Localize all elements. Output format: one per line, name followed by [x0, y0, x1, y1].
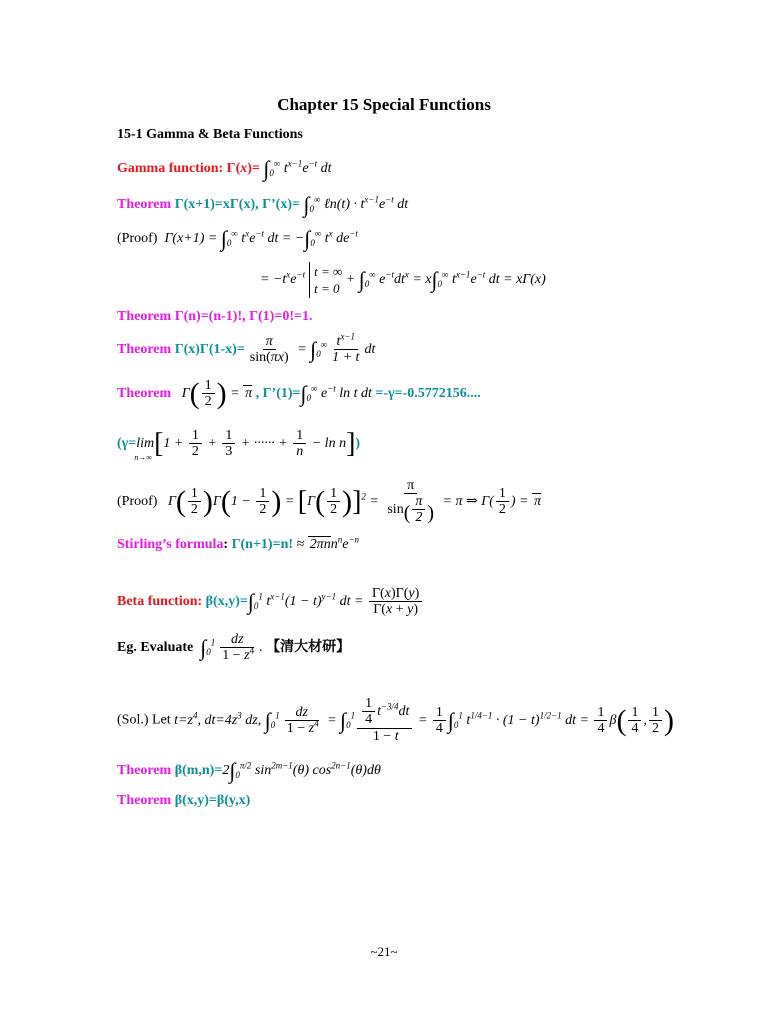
theorem-label: Theorem: [117, 197, 172, 212]
theorem-beta-trig: [117, 758, 381, 783]
euler-constant-definition: [117, 428, 361, 463]
theorem-label: Theorem: [117, 342, 172, 358]
example-integral: $\int_0^1$ $\frac{dz}{1 - z^4}$: [200, 632, 255, 663]
gamma-definition: [117, 156, 332, 181]
stirling-label: Stirling’s formula: [117, 537, 224, 552]
euler-constant-limit: lim n→∞ [1 + $\frac{1}{2}$ + $\frac{1}{3}$ + ······ + $\frac{1}{n}$ − ln n]: [134, 428, 356, 463]
example-evaluate: [117, 632, 350, 664]
proof-recurrence-formula: $\Gamma(x+1) = \int_0^\infty$ $t^xe^{-t}$ dt = $-\int_0^\infty$ $t^x$ $de^{-t}$: [160, 226, 358, 251]
theorem-label: Theorem: [117, 793, 172, 808]
proof-recurrence-line1: [117, 226, 358, 251]
gamma-derivative-integral: $\int_0^\infty$ $e^{-t}$ ln t dt: [300, 381, 372, 407]
stirling-colon: :: [223, 537, 229, 552]
euler-constant-suffix: ): [355, 436, 361, 452]
beta-definition: [117, 586, 424, 618]
beta-label: Beta function:: [117, 594, 203, 610]
theorem-reflection-text: Γ(x)Γ(1-x)=: [174, 342, 245, 358]
example-source: 【清大材研】: [266, 640, 351, 656]
theorem-half-derivative-label: , Γ’(1)=: [255, 386, 301, 402]
stirling-approximation: ≈ $2\pi nn^ne^{-n}$: [296, 534, 360, 552]
evaluation-bar: [309, 262, 310, 298]
reflection-fraction: $\frac{\pi}{\sin(\pi x)}$: [249, 334, 289, 365]
stirling-formula: [117, 536, 359, 554]
gamma-definition-formula: $\int_0^\infty$ $t^{x-1}e^{-t}$ dt: [263, 156, 332, 181]
proof-recurrence-line2: [260, 262, 546, 298]
proof-recurrence-formula-3: + $\int_0^\infty$ $e^{-t}dt^x = x\int_0^\infty$ $t^{x-1}e^{-t}$ dt = xΓ(x): [345, 267, 546, 293]
beta-integral: $\int_0^1$ $t^{x-1}(1 - t)^{y-1}$ dt = $\frac{\Gamma(x)\Gamma(y)}{\Gamma(x + y)}$: [248, 594, 424, 609]
theorem-beta-symmetry: [117, 792, 250, 810]
theorem-beta-trig-text: β(m,n)=: [174, 763, 223, 778]
example-label: Eg. Evaluate: [117, 640, 194, 656]
theorem-factorial-text: Γ(n)=(n-1)!, Γ(1)=0!=1.: [174, 309, 313, 324]
page-number: ~21~: [370, 944, 398, 959]
theorem-reflection: [117, 331, 376, 366]
chapter-title: Chapter 15 Special Functions: [277, 95, 491, 114]
theorem-label: Theorem: [117, 763, 172, 778]
theorem-factorial: [117, 308, 312, 326]
euler-mascheroni-value: =-γ=-0.5772156....: [375, 386, 481, 402]
euler-constant-prefix: (γ=: [117, 436, 137, 452]
theorem-label: Theorem: [117, 386, 172, 402]
gamma-definition-label: Gamma function:: [117, 161, 224, 176]
gamma-definition-lhs: Γ(x)=: [226, 161, 260, 176]
stirling-text: Γ(n+1)=n!: [231, 537, 294, 552]
theorem-beta-symmetry-text: β(x,y)=β(y,x): [174, 793, 251, 808]
proof-label: (Proof): [117, 231, 158, 246]
proof-recurrence-formula-2: = $-t^xe^{-t}$: [260, 269, 306, 288]
proof-label: (Proof): [117, 494, 158, 510]
theorem-recurrence: [117, 192, 409, 217]
example-period: .: [259, 640, 263, 656]
beta-trig-formula: $2\int_0^{\pi/2}$ $\sin^{2m-1}(\theta)$ $\cos^{2n-1}(\theta)d\theta$: [222, 758, 381, 783]
reflection-integrand: $\frac{t^{x-1}}{1 + t}$: [332, 331, 360, 365]
solution-formula: $t=z^4$, $dt=4z^3$ dz, $\int_0^1$ $\frac{dz}{1 - z^4}$ = $\int_0^1$ $\frac{1}{4}$ $t^{-3/4}dt$ 1 − t = $\frac{1}{4}$ $\int_0^1$ $t^{1/4-1} \cdot (1 - t)^{1/2-1}$ dt = $\frac{1}{4}$ β( $\frac{1}{4}$ , $\frac{1}{2}$ ): [174, 696, 674, 744]
reflection-integral: = $\int_0^\infty$: [297, 337, 328, 363]
theorem-label: Theorem: [117, 309, 172, 324]
proof-half-formula: Γ( $\frac{1}{2}$ )Γ(1 − $\frac{1}{2}$ ) = [Γ( $\frac{1}{2}$ )]$^2$ = π sin( $\frac{\pi}{2}$ ) = π ⇒ Γ( $\frac{1}{2}$ ) = π: [160, 478, 542, 525]
theorem-half: [117, 378, 481, 410]
section-title: 15-1 Gamma & Beta Functions: [117, 127, 303, 142]
proof-half: [117, 478, 541, 526]
theorem-recurrence-text: Γ(x+1)=xΓ(x), Γ’(x)=: [174, 197, 300, 212]
reflection-dt: dt: [364, 342, 376, 358]
theorem-recurrence-formula: $\int_0^\infty$ ℓn(t) · $t^{x-1}e^{-t}$ dt: [303, 192, 409, 217]
gamma-half-formula: Γ( $\frac{1}{2}$ ) = π: [174, 377, 253, 411]
solution: [117, 696, 674, 745]
solution-label: (Sol.) Let: [117, 712, 171, 728]
beta-text: β(x,y)=: [205, 594, 248, 610]
evaluation-limits: t = ∞ t = 0: [314, 264, 343, 296]
